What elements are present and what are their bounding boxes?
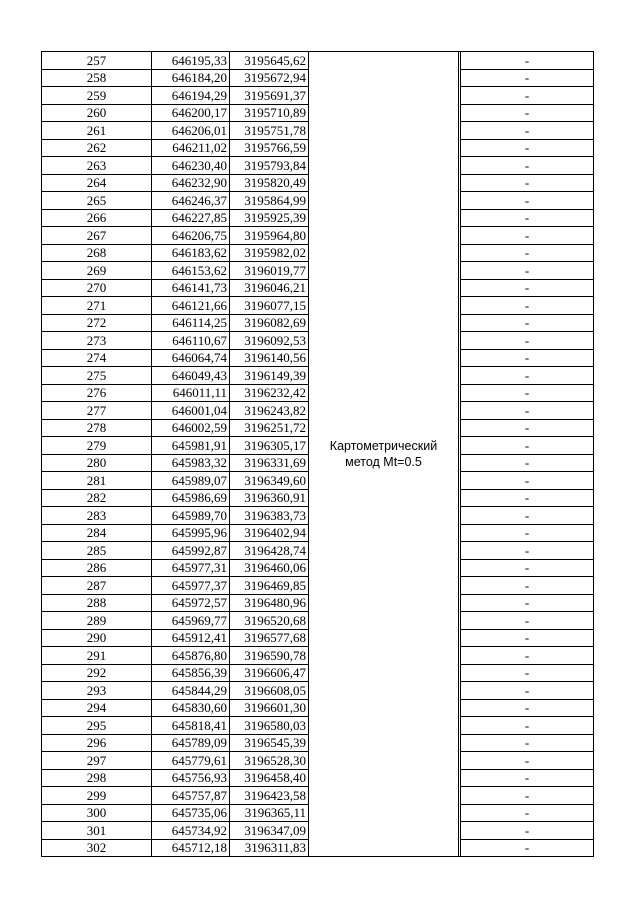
coordinates-table — [41, 51, 594, 857]
y-coordinate-cell: 3195820,49 — [230, 174, 309, 192]
point-number-cell: 299 — [42, 787, 152, 805]
value-cell: - — [461, 87, 594, 105]
point-number-cell: 272 — [42, 314, 152, 332]
x-coordinate-cell: 646184,20 — [152, 69, 230, 87]
value-cell: - — [461, 402, 594, 420]
y-coordinate-cell: 3195710,89 — [230, 104, 309, 122]
x-coordinate-cell: 645779,61 — [152, 752, 230, 770]
y-coordinate-cell: 3195864,99 — [230, 192, 309, 210]
x-coordinate-cell: 645757,87 — [152, 787, 230, 805]
y-coordinate-cell: 3196232,42 — [230, 384, 309, 402]
value-cell: - — [461, 314, 594, 332]
value-cell: - — [461, 682, 594, 700]
y-coordinate-cell: 3196480,96 — [230, 594, 309, 612]
x-coordinate-cell: 645735,06 — [152, 804, 230, 822]
x-coordinate-cell: 646230,40 — [152, 157, 230, 175]
y-coordinate-cell: 3196046,21 — [230, 279, 309, 297]
value-cell: - — [461, 227, 594, 245]
point-number-cell: 265 — [42, 192, 152, 210]
point-number-cell: 276 — [42, 384, 152, 402]
value-cell: - — [461, 139, 594, 157]
point-number-cell: 294 — [42, 699, 152, 717]
point-number-cell: 274 — [42, 349, 152, 367]
point-number-cell: 279 — [42, 437, 152, 455]
value-cell: - — [461, 297, 594, 315]
x-coordinate-cell: 646194,29 — [152, 87, 230, 105]
point-number-cell: 277 — [42, 402, 152, 420]
value-cell: - — [461, 192, 594, 210]
y-coordinate-cell: 3196019,77 — [230, 262, 309, 280]
x-coordinate-cell: 646232,90 — [152, 174, 230, 192]
x-coordinate-cell: 646206,75 — [152, 227, 230, 245]
value-cell: - — [461, 524, 594, 542]
value-cell: - — [461, 822, 594, 840]
y-coordinate-cell: 3196092,53 — [230, 332, 309, 350]
y-coordinate-cell: 3196149,39 — [230, 367, 309, 385]
y-coordinate-cell: 3195645,62 — [230, 52, 309, 70]
x-coordinate-cell: 645977,31 — [152, 559, 230, 577]
y-coordinate-cell: 3196311,83 — [230, 839, 309, 857]
x-coordinate-cell: 646001,04 — [152, 402, 230, 420]
y-coordinate-cell: 3196606,47 — [230, 664, 309, 682]
method-line-2: метод Mt=0.5 — [345, 455, 422, 469]
point-number-cell: 293 — [42, 682, 152, 700]
point-number-cell: 302 — [42, 839, 152, 857]
y-coordinate-cell: 3196528,30 — [230, 752, 309, 770]
x-coordinate-cell: 646114,25 — [152, 314, 230, 332]
point-number-cell: 264 — [42, 174, 152, 192]
value-cell: - — [461, 472, 594, 490]
x-coordinate-cell: 645912,41 — [152, 629, 230, 647]
x-coordinate-cell: 646002,59 — [152, 419, 230, 437]
y-coordinate-cell: 3196580,03 — [230, 717, 309, 735]
point-number-cell: 296 — [42, 734, 152, 752]
y-coordinate-cell: 3195672,94 — [230, 69, 309, 87]
y-coordinate-cell: 3196460,06 — [230, 559, 309, 577]
value-cell: - — [461, 262, 594, 280]
point-number-cell: 275 — [42, 367, 152, 385]
y-coordinate-cell: 3196402,94 — [230, 524, 309, 542]
y-coordinate-cell: 3196590,78 — [230, 647, 309, 665]
point-number-cell: 301 — [42, 822, 152, 840]
x-coordinate-cell: 646195,33 — [152, 52, 230, 70]
value-cell: - — [461, 279, 594, 297]
x-coordinate-cell: 645830,60 — [152, 699, 230, 717]
point-number-cell: 280 — [42, 454, 152, 472]
value-cell: - — [461, 542, 594, 560]
point-number-cell: 257 — [42, 52, 152, 70]
y-coordinate-cell: 3196077,15 — [230, 297, 309, 315]
y-coordinate-cell: 3196365,11 — [230, 804, 309, 822]
x-coordinate-cell: 645818,41 — [152, 717, 230, 735]
point-number-cell: 269 — [42, 262, 152, 280]
method-cell — [309, 52, 459, 857]
y-coordinate-cell: 3195925,39 — [230, 209, 309, 227]
point-number-cell: 273 — [42, 332, 152, 350]
point-number-cell: 262 — [42, 139, 152, 157]
x-coordinate-cell: 645992,87 — [152, 542, 230, 560]
value-cell: - — [461, 577, 594, 595]
point-number-cell: 289 — [42, 612, 152, 630]
point-number-cell: 284 — [42, 524, 152, 542]
value-cell: - — [461, 419, 594, 437]
x-coordinate-cell: 645989,07 — [152, 472, 230, 490]
point-number-cell: 258 — [42, 69, 152, 87]
value-cell: - — [461, 787, 594, 805]
point-number-cell: 263 — [42, 157, 152, 175]
y-coordinate-cell: 3196458,40 — [230, 769, 309, 787]
x-coordinate-cell: 646211,02 — [152, 139, 230, 157]
x-coordinate-cell: 646141,73 — [152, 279, 230, 297]
x-coordinate-cell: 645969,77 — [152, 612, 230, 630]
value-cell: - — [461, 69, 594, 87]
value-cell: - — [461, 804, 594, 822]
y-coordinate-cell: 3196082,69 — [230, 314, 309, 332]
point-number-cell: 259 — [42, 87, 152, 105]
value-cell: - — [461, 629, 594, 647]
value-cell: - — [461, 332, 594, 350]
x-coordinate-cell: 645856,39 — [152, 664, 230, 682]
x-coordinate-cell: 645756,93 — [152, 769, 230, 787]
value-cell: - — [461, 594, 594, 612]
x-coordinate-cell: 646246,37 — [152, 192, 230, 210]
y-coordinate-cell: 3195793,84 — [230, 157, 309, 175]
x-coordinate-cell: 646153,62 — [152, 262, 230, 280]
value-cell: - — [461, 647, 594, 665]
point-number-cell: 266 — [42, 209, 152, 227]
value-cell: - — [461, 717, 594, 735]
x-coordinate-cell: 646200,17 — [152, 104, 230, 122]
y-coordinate-cell: 3195691,37 — [230, 87, 309, 105]
x-coordinate-cell: 646011,11 — [152, 384, 230, 402]
x-coordinate-cell: 645734,92 — [152, 822, 230, 840]
point-number-cell: 286 — [42, 559, 152, 577]
y-coordinate-cell: 3196608,05 — [230, 682, 309, 700]
point-number-cell: 268 — [42, 244, 152, 262]
point-number-cell: 288 — [42, 594, 152, 612]
value-cell: - — [461, 209, 594, 227]
y-coordinate-cell: 3196428,74 — [230, 542, 309, 560]
y-coordinate-cell: 3196423,58 — [230, 787, 309, 805]
point-number-cell: 260 — [42, 104, 152, 122]
x-coordinate-cell: 645983,32 — [152, 454, 230, 472]
value-cell: - — [461, 367, 594, 385]
y-coordinate-cell: 3195982,02 — [230, 244, 309, 262]
point-number-cell: 282 — [42, 489, 152, 507]
x-coordinate-cell: 646121,66 — [152, 297, 230, 315]
value-cell: - — [461, 612, 594, 630]
value-cell: - — [461, 384, 594, 402]
value-cell: - — [461, 349, 594, 367]
value-cell: - — [461, 52, 594, 70]
method-line-1: Картометрический — [329, 438, 438, 453]
value-cell: - — [461, 489, 594, 507]
point-number-cell: 300 — [42, 804, 152, 822]
point-number-cell: 283 — [42, 507, 152, 525]
x-coordinate-cell: 645844,29 — [152, 682, 230, 700]
x-coordinate-cell: 646064,74 — [152, 349, 230, 367]
y-coordinate-cell: 3196383,73 — [230, 507, 309, 525]
x-coordinate-cell: 646206,01 — [152, 122, 230, 140]
y-coordinate-cell: 3196251,72 — [230, 419, 309, 437]
value-cell: - — [461, 104, 594, 122]
point-number-cell: 267 — [42, 227, 152, 245]
y-coordinate-cell: 3196520,68 — [230, 612, 309, 630]
point-number-cell: 290 — [42, 629, 152, 647]
y-coordinate-cell: 3196331,69 — [230, 454, 309, 472]
x-coordinate-cell: 646183,62 — [152, 244, 230, 262]
value-cell: - — [461, 244, 594, 262]
value-cell: - — [461, 752, 594, 770]
x-coordinate-cell: 645986,69 — [152, 489, 230, 507]
value-cell: - — [461, 174, 594, 192]
coordinates-table-body — [42, 52, 594, 857]
x-coordinate-cell: 645789,09 — [152, 734, 230, 752]
x-coordinate-cell: 645989,70 — [152, 507, 230, 525]
y-coordinate-cell: 3196601,30 — [230, 699, 309, 717]
value-cell: - — [461, 559, 594, 577]
value-cell: - — [461, 122, 594, 140]
point-number-cell: 292 — [42, 664, 152, 682]
y-coordinate-cell: 3196545,39 — [230, 734, 309, 752]
y-coordinate-cell: 3196347,09 — [230, 822, 309, 840]
y-coordinate-cell: 3196360,91 — [230, 489, 309, 507]
value-cell: - — [461, 157, 594, 175]
point-number-cell: 270 — [42, 279, 152, 297]
y-coordinate-cell: 3196305,17 — [230, 437, 309, 455]
value-cell: - — [461, 454, 594, 472]
x-coordinate-cell: 645981,91 — [152, 437, 230, 455]
y-coordinate-cell: 3196469,85 — [230, 577, 309, 595]
point-number-cell: 291 — [42, 647, 152, 665]
y-coordinate-cell: 3195751,78 — [230, 122, 309, 140]
value-cell: - — [461, 437, 594, 455]
point-number-cell: 271 — [42, 297, 152, 315]
table-row — [42, 52, 594, 70]
y-coordinate-cell: 3196349,60 — [230, 472, 309, 490]
x-coordinate-cell: 645972,57 — [152, 594, 230, 612]
point-number-cell: 261 — [42, 122, 152, 140]
y-coordinate-cell: 3196577,68 — [230, 629, 309, 647]
x-coordinate-cell: 646049,43 — [152, 367, 230, 385]
value-cell: - — [461, 664, 594, 682]
value-cell: - — [461, 699, 594, 717]
value-cell: - — [461, 507, 594, 525]
y-coordinate-cell: 3195766,59 — [230, 139, 309, 157]
point-number-cell: 298 — [42, 769, 152, 787]
point-number-cell: 281 — [42, 472, 152, 490]
y-coordinate-cell: 3196140,56 — [230, 349, 309, 367]
x-coordinate-cell: 645995,96 — [152, 524, 230, 542]
point-number-cell: 295 — [42, 717, 152, 735]
x-coordinate-cell: 646110,67 — [152, 332, 230, 350]
y-coordinate-cell: 3195964,80 — [230, 227, 309, 245]
x-coordinate-cell: 646227,85 — [152, 209, 230, 227]
value-cell: - — [461, 769, 594, 787]
value-cell: - — [461, 734, 594, 752]
x-coordinate-cell: 645977,37 — [152, 577, 230, 595]
point-number-cell: 278 — [42, 419, 152, 437]
point-number-cell: 297 — [42, 752, 152, 770]
value-cell: - — [461, 839, 594, 857]
y-coordinate-cell: 3196243,82 — [230, 402, 309, 420]
point-number-cell: 285 — [42, 542, 152, 560]
point-number-cell: 287 — [42, 577, 152, 595]
x-coordinate-cell: 645712,18 — [152, 839, 230, 857]
x-coordinate-cell: 645876,80 — [152, 647, 230, 665]
